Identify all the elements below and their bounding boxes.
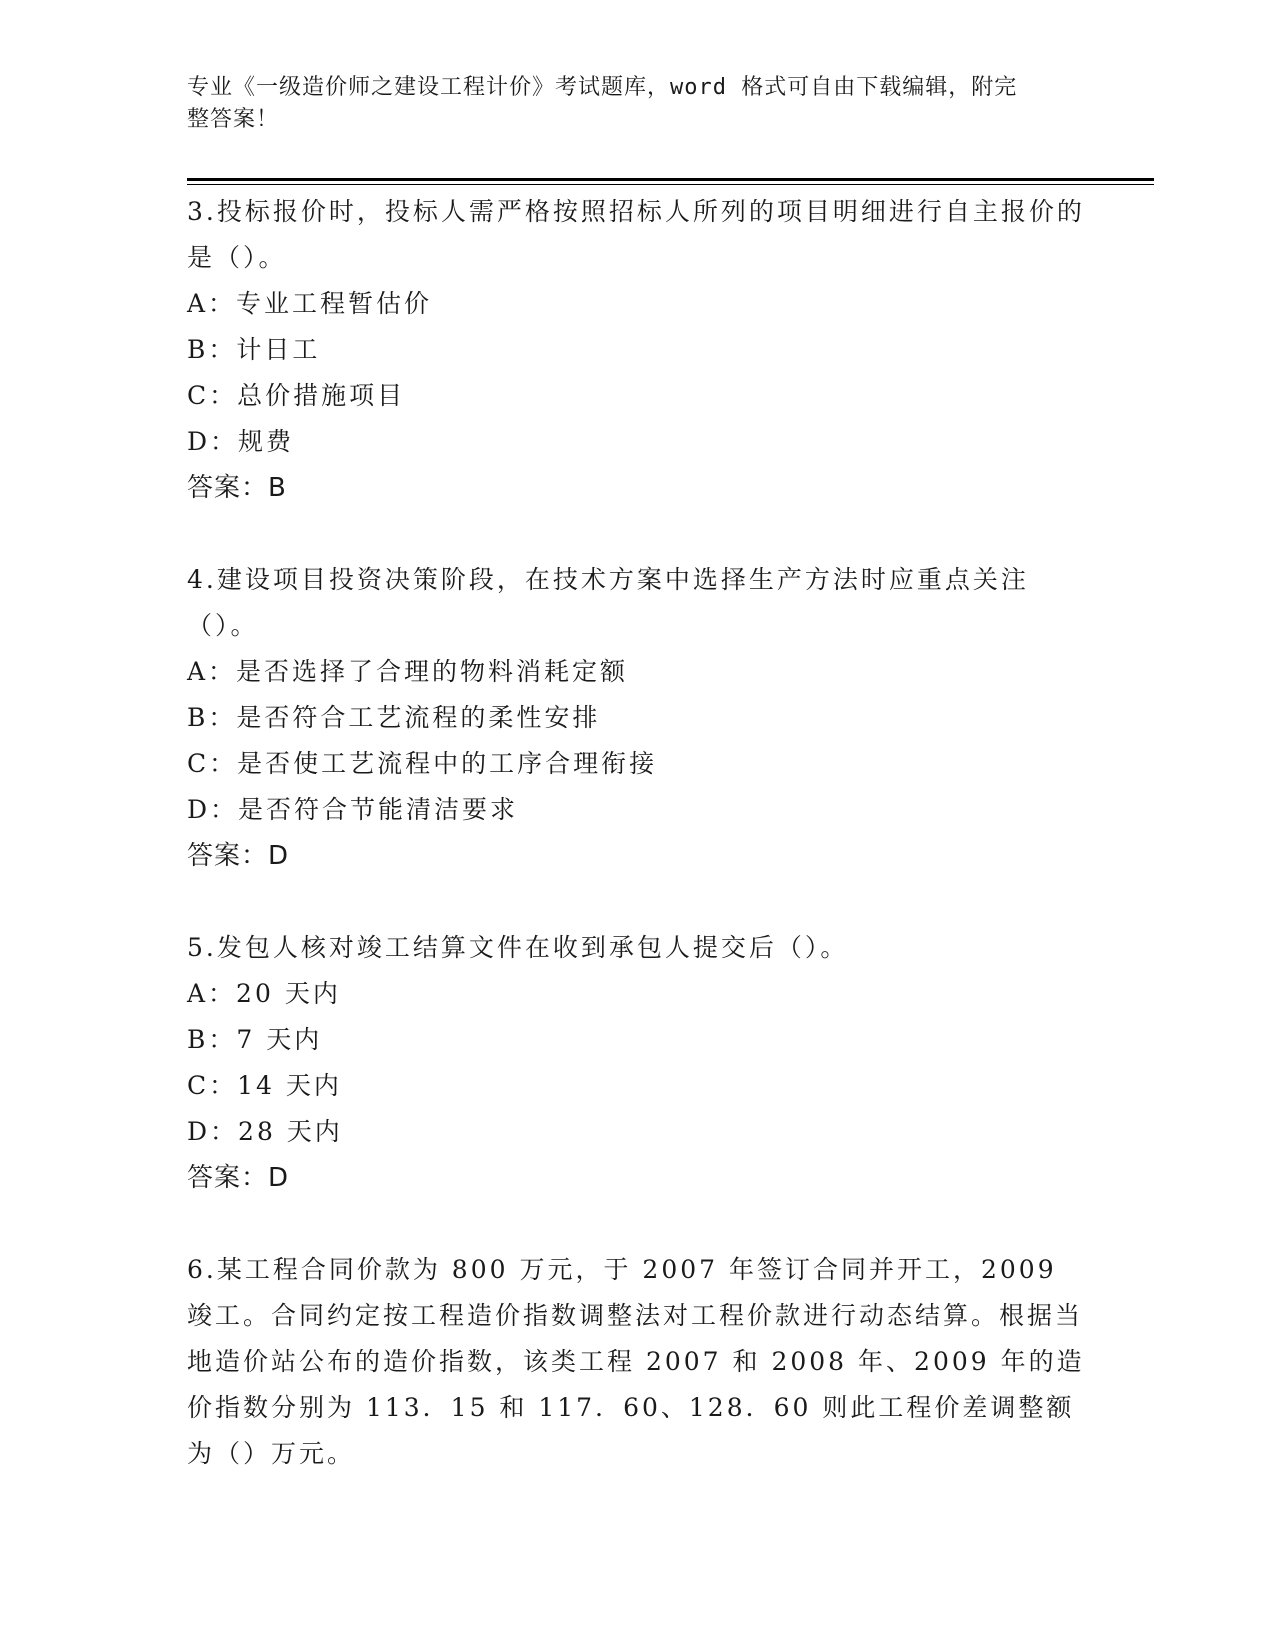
option-a: A：20 天内 [187, 979, 341, 1008]
option-c: C：14 天内 [187, 1071, 342, 1100]
option-a: A：专业工程暂估价 [187, 289, 433, 318]
option-d: D：是否符合节能清洁要求 [187, 795, 519, 824]
question-stem: 3.投标报价时，投标人需严格按照招标人所列的项目明细进行自主报价的是（）。 [187, 197, 1085, 272]
option-b: B：计日工 [187, 335, 321, 364]
document-header [187, 72, 1067, 136]
question-list [187, 187, 1087, 1521]
question-3 [187, 187, 1087, 511]
header-line-1: 专业《一级造价师之建设工程计价》考试题库，word 格式可自由下载编辑，附完 [187, 75, 1018, 100]
answer-line: 答案：D [187, 841, 290, 871]
option-b: B：是否符合工艺流程的柔性安排 [187, 703, 601, 732]
option-b: B：7 天内 [187, 1025, 323, 1054]
option-c: C：是否使工艺流程中的工序合理衔接 [187, 749, 658, 778]
question-5 [187, 923, 1087, 1201]
header-divider-thick [187, 178, 1154, 181]
answer-line: 答案：B [187, 473, 287, 503]
option-d: D：规费 [187, 427, 295, 456]
question-stem: 5.发包人核对竣工结算文件在收到承包人提交后（）。 [187, 933, 849, 962]
option-c: C：总价措施项目 [187, 381, 406, 410]
option-d: D：28 天内 [187, 1117, 343, 1146]
option-a: A：是否选择了合理的物料消耗定额 [187, 657, 629, 686]
question-4 [187, 555, 1087, 879]
answer-line: 答案：D [187, 1163, 290, 1193]
question-stem: 6.某工程合同价款为 800 万元，于 2007 年签订合同并开工，2009 竣工。合同约定按工程造价指数调整法对工程价款进行动态结算。根据当地造价站公布的造价指数，该类工程 2007 和 2008 年、2009 年的造价指数分别为 113．15 和 117．60、128．60 则此工程价差调整额为（）万元。 [187, 1255, 1085, 1468]
question-6 [187, 1245, 1087, 1477]
header-divider-thin [187, 184, 1154, 185]
header-line-2: 整答案！ [187, 107, 280, 132]
question-stem: 4.建设项目投资决策阶段，在技术方案中选择生产方法时应重点关注（）。 [187, 565, 1029, 640]
